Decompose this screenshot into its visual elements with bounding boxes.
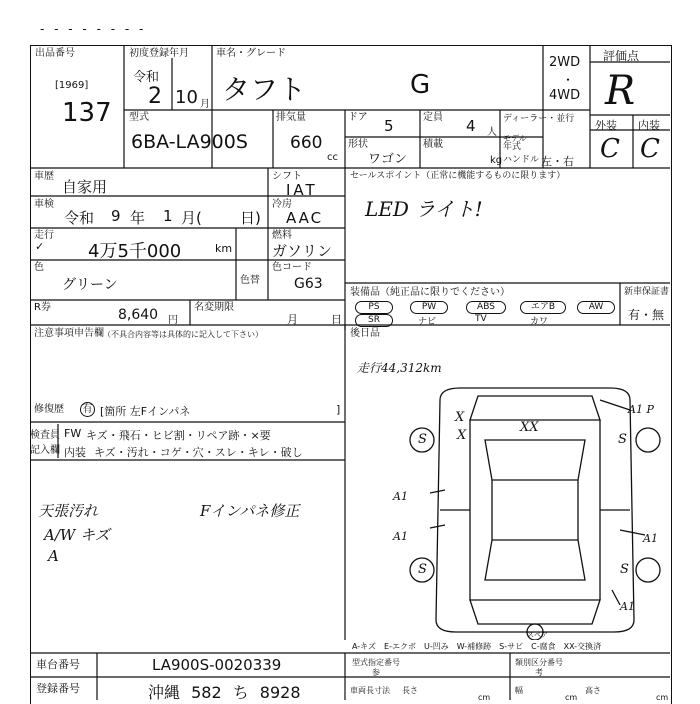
shape-value: ワゴン [368,152,408,167]
notes-label: 注意事項申告欄 [34,328,104,339]
equip-aw: AW [577,301,615,314]
sales-point-note: LED ライト! [365,197,483,221]
diagram-mark-a1p: A1 P [628,403,654,416]
color-value: グリーン [62,277,118,293]
length-cm: cm [478,693,491,702]
equip-pw: PW [410,301,448,314]
capacity-unit: 人 [487,127,497,138]
lot-number: 137 [62,98,112,128]
chassis-label: 車台番号 [36,658,80,671]
repair-detail: [箇所 左Fインパネ [100,405,191,418]
warranty-value: 有・無 [628,308,665,322]
type-number-label: 型式指定番号 [352,658,400,667]
inspection-day-unit: 日) [240,209,261,227]
mileage-value: 4万5千000 [88,241,182,262]
equip-abs: ABS [466,301,506,314]
lot-sub: [1969] [55,80,89,91]
color-code-label: 色コード [272,262,312,273]
handwritten-note-panel: Fインパネ修正 [200,502,300,520]
equip-navi: ナビ [418,317,437,327]
diagram-mark-a1-r: A1 [643,532,658,545]
model-year-label-2: 年式 [503,142,522,152]
color-change-label: 色替 [240,275,260,286]
length-field: 長さ [402,686,418,695]
displacement-value: 660 [290,133,323,153]
inspection-era: 令和 [64,209,95,227]
rating-label: 評価点 [603,49,640,63]
exterior-grade: C [600,134,620,164]
capacity-label: 定員 [423,112,443,123]
inspection-label: 車検 [34,199,54,210]
equipment-label: 装備品（純正品に限りでください） [350,287,510,298]
later-label: 後日品 [350,328,380,339]
equip-tv: TV [475,314,487,324]
ref-char-1: 参 [372,668,380,677]
diagram-mark-s-fr: S [618,432,627,447]
first-reg-year: 2 [148,84,162,109]
handle-label: ハンドル [503,155,540,165]
inspector-row1-label: FW [64,427,82,440]
handle-value: 左・右 [541,155,574,168]
inspector-row2-label: 内装 [64,446,86,459]
doors-value: 5 [384,117,394,135]
lot-label: 出品番号 [35,48,75,59]
mileage-label: 走行 [34,230,54,241]
recycle-unit: 円 [168,315,178,326]
inspection-month: 1 [163,207,173,225]
displacement-unit: cc [327,152,338,163]
load-label: 積載 [423,139,443,150]
drive-2wd: 2WD [549,55,581,70]
shift-label: シフト [272,171,302,182]
plate-number: 沖縄 582 ち 8928 [148,683,301,702]
equip-airbag: エアB [520,301,566,314]
inspection-month-unit: 月( [181,209,202,227]
color-code: G63 [294,276,323,292]
first-reg-month: 10 [175,87,198,108]
dealer-label: ディーラー・並行 [503,114,575,124]
inspector-label-1: 検査員 [30,430,60,441]
repair-close: ] [336,403,341,416]
handwritten-note-aw: A/W キズ [44,526,110,544]
height-cm: cm [656,693,669,702]
mileage-check: ✓ [35,240,45,253]
diagram-mark-a1-rear: A1 [620,600,635,613]
sales-point-label: セールスポイント（正常に機能するものに限ります） [350,171,566,181]
width-cm: cm [565,693,578,702]
name-change-day: 日 [331,313,342,326]
load-unit: kg [490,155,503,166]
drive-4wd: 4WD [549,88,581,103]
inspection-year: 9 [111,207,121,225]
interior-label: 内装 [638,119,660,132]
height-field: 高さ [585,686,601,695]
class-number-label: 類別区分番号 [515,658,563,667]
shift-value: IAT [286,181,318,199]
recycle-value: 8,640 [118,307,159,323]
chassis-number: LA900S-0020339 [152,656,282,674]
width-field: 幅 [515,686,523,695]
equip-leather: カワ [530,317,549,327]
handwritten-note-a: A [48,547,59,565]
length-label: 車両長寸法 [350,686,390,695]
equip-ps: PS [355,301,393,314]
capacity-value: 4 [466,117,476,135]
car-grade: G [410,70,431,100]
exterior-label: 外装 [595,119,617,132]
car-name-label: 車名・グレード [216,48,286,59]
color-label: 色 [34,262,44,273]
drive-dot: ・ [562,73,575,87]
aircon-value: AAC [286,209,324,227]
warranty-label: 新車保証書 [624,287,670,297]
handwritten-note-ceiling: 天張汚れ [38,502,99,520]
notes-sub: （不具合内容等は具体的に記入して下さい） [103,330,263,339]
name-change-label: 名変期限 [194,302,234,313]
equip-sr: SR [355,314,393,327]
first-reg-month-unit: 月 [200,99,210,110]
car-name: タフト [222,73,307,106]
repair-value: 有 [80,402,95,417]
displacement-label: 排気量 [276,112,306,123]
interior-grade: C [640,134,660,164]
diagram-mark-x1: X [455,410,465,425]
recycle-label: R券 [34,302,51,313]
diagram-legend: A-キズ E-エクボ U-凹み W-補修跡 S-サビ C-腐食 XX-交換済 [352,642,602,651]
inspection-year-unit: 年 [130,209,146,227]
first-reg-label: 初度登録年月 [129,48,189,59]
shape-label: 形状 [348,139,368,150]
fuel-value: ガソリン [272,242,333,260]
model-code: 6BA-LA900S [131,131,248,153]
inspector-label-2: 記入欄 [30,445,60,456]
inspector-row2-items: キズ・汚れ・コゲ・穴・スレ・キレ・破し [94,446,303,459]
fuel-label: 燃料 [272,230,292,241]
doors-label: ドア [348,112,368,123]
diagram-mark-xx: XX [520,420,539,435]
mileage-unit: km [215,242,233,255]
aircon-label: 冷房 [272,199,292,210]
later-note: 走行44,312km [357,361,442,375]
first-reg-era: 令和 [133,70,160,85]
usage-label: 車歴 [34,171,54,182]
diagram-mark-s-fl: S [418,432,427,447]
usage-value: 自家用 [62,178,108,196]
inspector-row1-items: キズ・飛石・ヒビ割・リペア跡・×要 [86,429,271,442]
diagram-mark-s-rl: S [418,562,427,577]
model-label: 型式 [129,112,149,123]
spare-label: スペア [527,631,548,639]
plate-label: 登録番号 [36,682,80,695]
name-change-month: 月 [287,313,298,326]
rating-value: R [605,68,636,114]
model-year-label-1: モデル [503,134,527,143]
ref-char-2: 考 [535,668,543,677]
diagram-mark-x2: X [457,428,467,443]
diagram-mark-s-rr: S [620,562,629,577]
diagram-mark-a1-l2: A1 [393,530,408,543]
repair-label: 修復歴 [34,404,64,415]
diagram-mark-a1-l1: A1 [393,490,408,503]
top-fragment: - - - - - - - - [40,22,147,36]
